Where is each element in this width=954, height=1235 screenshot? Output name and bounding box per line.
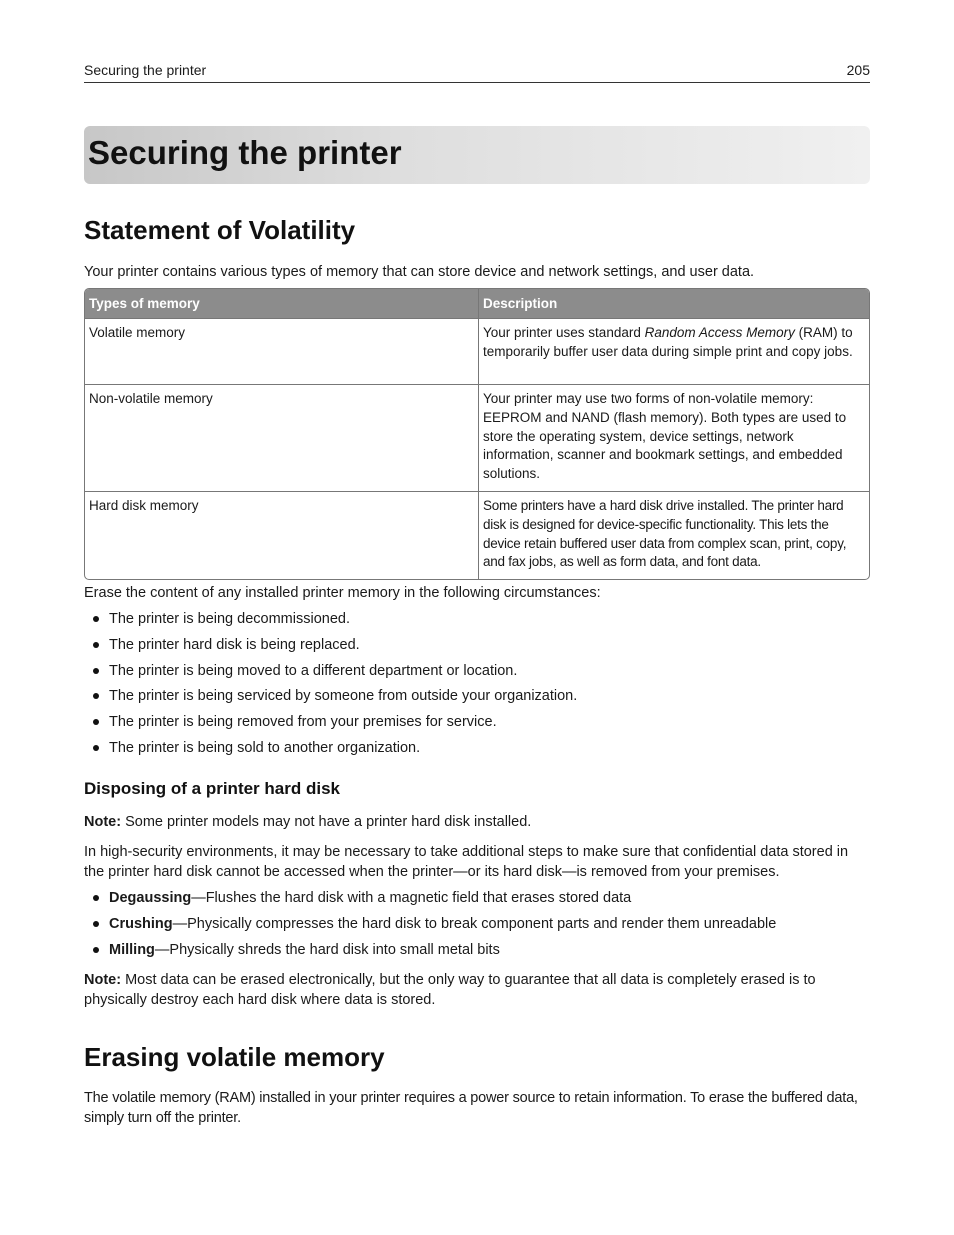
list-item: Degaussing—Flushes the hard disk with a magnetic field that erases stored data — [84, 888, 870, 914]
note-hard-disk: Note: Some printer models may not have a printer hard disk installed. — [84, 814, 532, 830]
list-item: The printer is being decommissioned. — [84, 609, 870, 635]
cell-memory-type: Volatile memory — [85, 318, 478, 384]
note-physical-destruction: Note: Most data can be erased electronically, but the only way to guarantee that all data is completely erased is to physically destroy each hard disk where data is stored. — [84, 972, 816, 1008]
bullet-icon — [93, 693, 99, 699]
list-item: The printer is being serviced by someone from outside your organization. — [84, 686, 870, 712]
list-item: The printer hard disk is being replaced. — [84, 635, 870, 661]
bullet-icon — [93, 921, 99, 927]
running-header — [84, 60, 870, 83]
bullet-icon — [93, 719, 99, 725]
chapter-title: Securing the printer — [88, 134, 402, 171]
cell-description: Some printers have a hard disk drive installed. The printer hard disk is designed for device-specific functionality. This lets the device retain buffered user data from complex scan, print, copy, and fax jobs, as well as form data, and font data. — [478, 491, 869, 579]
bullet-icon — [93, 895, 99, 901]
chapter-title-band — [84, 126, 870, 184]
heading-disposing-hard-disk: Disposing of a printer hard disk — [84, 779, 340, 798]
bullet-icon — [93, 616, 99, 622]
erase-volatile-paragraph: The volatile memory (RAM) installed in your printer requires a power source to retain information. To erase the buffered data, simply turn off the printer. — [84, 1090, 858, 1126]
header-section-title: Securing the printer — [84, 62, 207, 78]
bullet-icon — [93, 668, 99, 674]
list-item: The printer is being moved to a different department or location. — [84, 661, 870, 687]
heading-erasing-volatile-memory: Erasing volatile memory — [84, 1042, 385, 1072]
list-item: Crushing—Physically compresses the hard disk to break component parts and render them unreadable — [84, 914, 870, 940]
table-row — [85, 318, 869, 384]
circumstances-list — [84, 609, 870, 764]
cell-memory-type: Hard disk memory — [85, 491, 478, 579]
table-header-row — [85, 289, 869, 318]
list-item: The printer is being sold to another organization. — [84, 738, 870, 764]
heading-statement-of-volatility: Statement of Volatility — [84, 215, 356, 245]
table-row — [85, 491, 869, 579]
col-header-description: Description — [478, 289, 869, 318]
bullet-icon — [93, 745, 99, 751]
list-item: The printer is being removed from your premises for service. — [84, 712, 870, 738]
table-row — [85, 384, 869, 491]
cell-description: Your printer may use two forms of non-volatile memory: EEPROM and NAND (flash memory). Both types are used to store the operating system, device settings, network information, scanner and bookmark settings, and embedded solutions. — [478, 384, 869, 491]
col-header-types: Types of memory — [85, 289, 478, 318]
cell-description: Your printer uses standard Random Access Memory (RAM) to temporarily buffer user data during simple print and copy jobs. — [478, 318, 869, 384]
list-item: Milling—Physically shreds the hard disk into small metal bits — [84, 940, 870, 966]
destruction-methods-list — [84, 888, 870, 965]
high-security-paragraph: In high-security environments, it may be necessary to take additional steps to make sure that confidential data stored in the printer hard disk cannot be accessed when the printer—or its hard disk—is removed from your premises. — [84, 844, 849, 880]
memory-table — [84, 288, 870, 580]
bullet-icon — [93, 947, 99, 953]
erase-intro: Erase the content of any installed printer memory in the following circumstances: — [84, 585, 601, 601]
sov-intro: Your printer contains various types of memory that can store device and network settings, and user data. — [84, 264, 755, 280]
cell-memory-type: Non-volatile memory — [85, 384, 478, 491]
bullet-icon — [93, 642, 99, 648]
header-page-number: 205 — [846, 62, 870, 78]
